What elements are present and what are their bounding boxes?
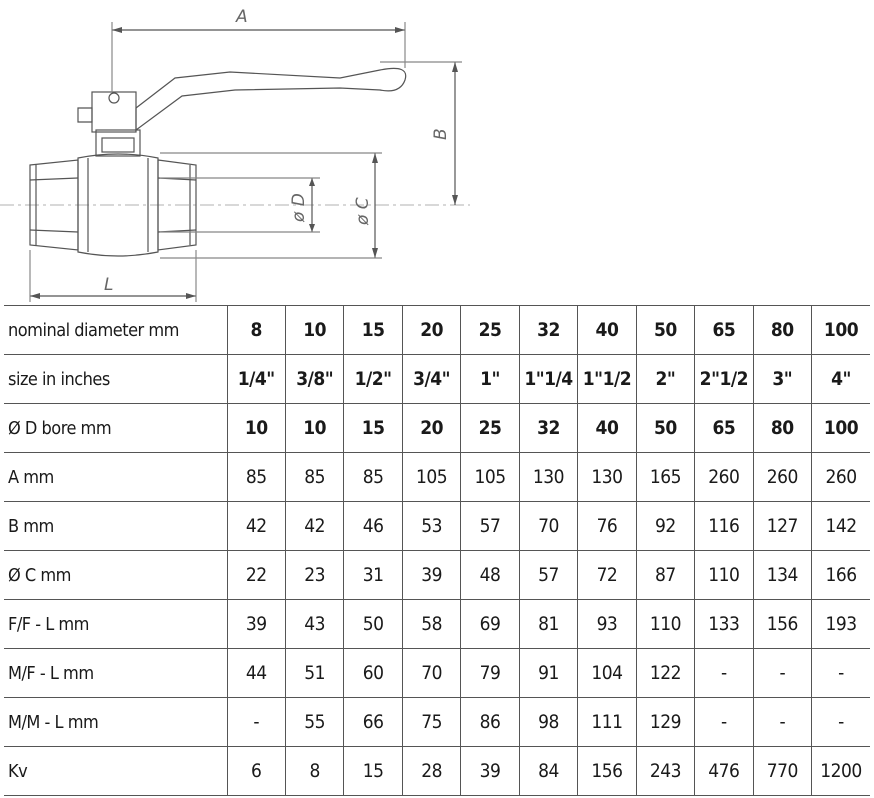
dimension-a-label: A [236, 7, 248, 27]
table-cell: 92 [636, 502, 694, 551]
table-cell: 53 [402, 502, 460, 551]
table-cell: 156 [578, 747, 636, 796]
table-cell: - [695, 649, 753, 698]
table-cell: 4" [812, 355, 870, 404]
specification-table [4, 305, 870, 796]
table-cell: 15 [344, 404, 402, 453]
table-cell: 8 [285, 747, 343, 796]
table-cell: 44 [227, 649, 285, 698]
table-cell: - [227, 698, 285, 747]
table-cell: 50 [344, 600, 402, 649]
table-cell: 80 [753, 404, 811, 453]
table-cell: - [695, 698, 753, 747]
table-cell: - [812, 649, 870, 698]
table-cell: 134 [753, 551, 811, 600]
table-row [4, 551, 870, 600]
table-cell: 3/8" [285, 355, 343, 404]
table-row [4, 747, 870, 796]
table-cell: 20 [402, 306, 460, 355]
table-cell: 10 [227, 404, 285, 453]
table-row [4, 453, 870, 502]
table-cell: 32 [519, 306, 577, 355]
table-cell: 60 [344, 649, 402, 698]
table-cell: 166 [812, 551, 870, 600]
table-cell: 2" [636, 355, 694, 404]
table-row [4, 306, 870, 355]
specification-table-body [4, 306, 870, 796]
row-label: Ø D bore mm [4, 404, 227, 453]
table-cell: 40 [578, 306, 636, 355]
row-label: Kv [4, 747, 227, 796]
table-cell: 165 [636, 453, 694, 502]
table-cell: 76 [578, 502, 636, 551]
table-cell: 116 [695, 502, 753, 551]
table-cell: 476 [695, 747, 753, 796]
row-label: B mm [4, 502, 227, 551]
dimension-l-label: L [104, 275, 114, 295]
valve-technical-drawing [0, 0, 874, 305]
table-row [4, 355, 870, 404]
row-label: A mm [4, 453, 227, 502]
table-cell: 130 [519, 453, 577, 502]
table-cell: 23 [285, 551, 343, 600]
table-cell: 31 [344, 551, 402, 600]
table-cell: 58 [402, 600, 460, 649]
table-row [4, 698, 870, 747]
table-cell: 10 [285, 306, 343, 355]
table-cell: 1"1/2 [578, 355, 636, 404]
table-cell: 129 [636, 698, 694, 747]
table-cell: 70 [402, 649, 460, 698]
table-cell: 55 [285, 698, 343, 747]
table-cell: 57 [461, 502, 519, 551]
row-label: F/F - L mm [4, 600, 227, 649]
table-cell: 104 [578, 649, 636, 698]
table-cell: 40 [578, 404, 636, 453]
table-cell: 72 [578, 551, 636, 600]
table-cell: 100 [812, 404, 870, 453]
table-cell: 28 [402, 747, 460, 796]
table-cell: 81 [519, 600, 577, 649]
table-cell: - [753, 698, 811, 747]
row-label: M/F - L mm [4, 649, 227, 698]
table-cell: 260 [812, 453, 870, 502]
table-cell: 79 [461, 649, 519, 698]
row-label: size in inches [4, 355, 227, 404]
table-cell: 260 [753, 453, 811, 502]
row-label: M/M - L mm [4, 698, 227, 747]
dimension-b-label: B [431, 128, 451, 140]
dimension-c-label: ø C [353, 197, 373, 225]
table-cell: 142 [812, 502, 870, 551]
table-cell: 8 [227, 306, 285, 355]
table-cell: 243 [636, 747, 694, 796]
table-cell: 3/4" [402, 355, 460, 404]
table-cell: 260 [695, 453, 753, 502]
dimension-d-label: ø D [289, 193, 309, 222]
table-cell: 42 [285, 502, 343, 551]
row-label: Ø C mm [4, 551, 227, 600]
table-cell: 39 [227, 600, 285, 649]
table-cell: 122 [636, 649, 694, 698]
table-cell: 84 [519, 747, 577, 796]
table-cell: 50 [636, 306, 694, 355]
table-cell: 65 [695, 306, 753, 355]
table-cell: 46 [344, 502, 402, 551]
table-cell: 39 [402, 551, 460, 600]
table-cell: 110 [695, 551, 753, 600]
table-cell: 111 [578, 698, 636, 747]
table-cell: 100 [812, 306, 870, 355]
table-cell: 65 [695, 404, 753, 453]
table-cell: 57 [519, 551, 577, 600]
table-cell: 15 [344, 747, 402, 796]
table-cell: 43 [285, 600, 343, 649]
table-cell: 70 [519, 502, 577, 551]
table-cell: 25 [461, 306, 519, 355]
table-row [4, 502, 870, 551]
table-cell: 25 [461, 404, 519, 453]
table-cell: - [753, 649, 811, 698]
table-cell: 1"1/4 [519, 355, 577, 404]
table-cell: 86 [461, 698, 519, 747]
table-cell: 32 [519, 404, 577, 453]
table-cell: 127 [753, 502, 811, 551]
table-cell: 85 [227, 453, 285, 502]
table-cell: 75 [402, 698, 460, 747]
table-cell: 91 [519, 649, 577, 698]
table-cell: 1200 [812, 747, 870, 796]
table-cell: 85 [344, 453, 402, 502]
table-cell: 1" [461, 355, 519, 404]
table-cell: 3" [753, 355, 811, 404]
table-row [4, 649, 870, 698]
table-cell: - [812, 698, 870, 747]
table-cell: 105 [402, 453, 460, 502]
table-cell: 10 [285, 404, 343, 453]
table-cell: 80 [753, 306, 811, 355]
table-cell: 193 [812, 600, 870, 649]
table-cell: 6 [227, 747, 285, 796]
table-cell: 51 [285, 649, 343, 698]
table-cell: 156 [753, 600, 811, 649]
table-cell: 20 [402, 404, 460, 453]
table-cell: 48 [461, 551, 519, 600]
table-cell: 105 [461, 453, 519, 502]
table-cell: 133 [695, 600, 753, 649]
table-cell: 85 [285, 453, 343, 502]
table-cell: 50 [636, 404, 694, 453]
row-label: nominal diameter mm [4, 306, 227, 355]
table-cell: 1/2" [344, 355, 402, 404]
table-cell: 87 [636, 551, 694, 600]
table-row [4, 404, 870, 453]
table-cell: 110 [636, 600, 694, 649]
table-cell: 66 [344, 698, 402, 747]
table-cell: 39 [461, 747, 519, 796]
table-cell: 93 [578, 600, 636, 649]
table-cell: 98 [519, 698, 577, 747]
table-row [4, 600, 870, 649]
table-cell: 42 [227, 502, 285, 551]
table-cell: 15 [344, 306, 402, 355]
table-cell: 130 [578, 453, 636, 502]
table-cell: 770 [753, 747, 811, 796]
table-cell: 22 [227, 551, 285, 600]
table-cell: 1/4" [227, 355, 285, 404]
table-cell: 2"1/2 [695, 355, 753, 404]
table-cell: 69 [461, 600, 519, 649]
